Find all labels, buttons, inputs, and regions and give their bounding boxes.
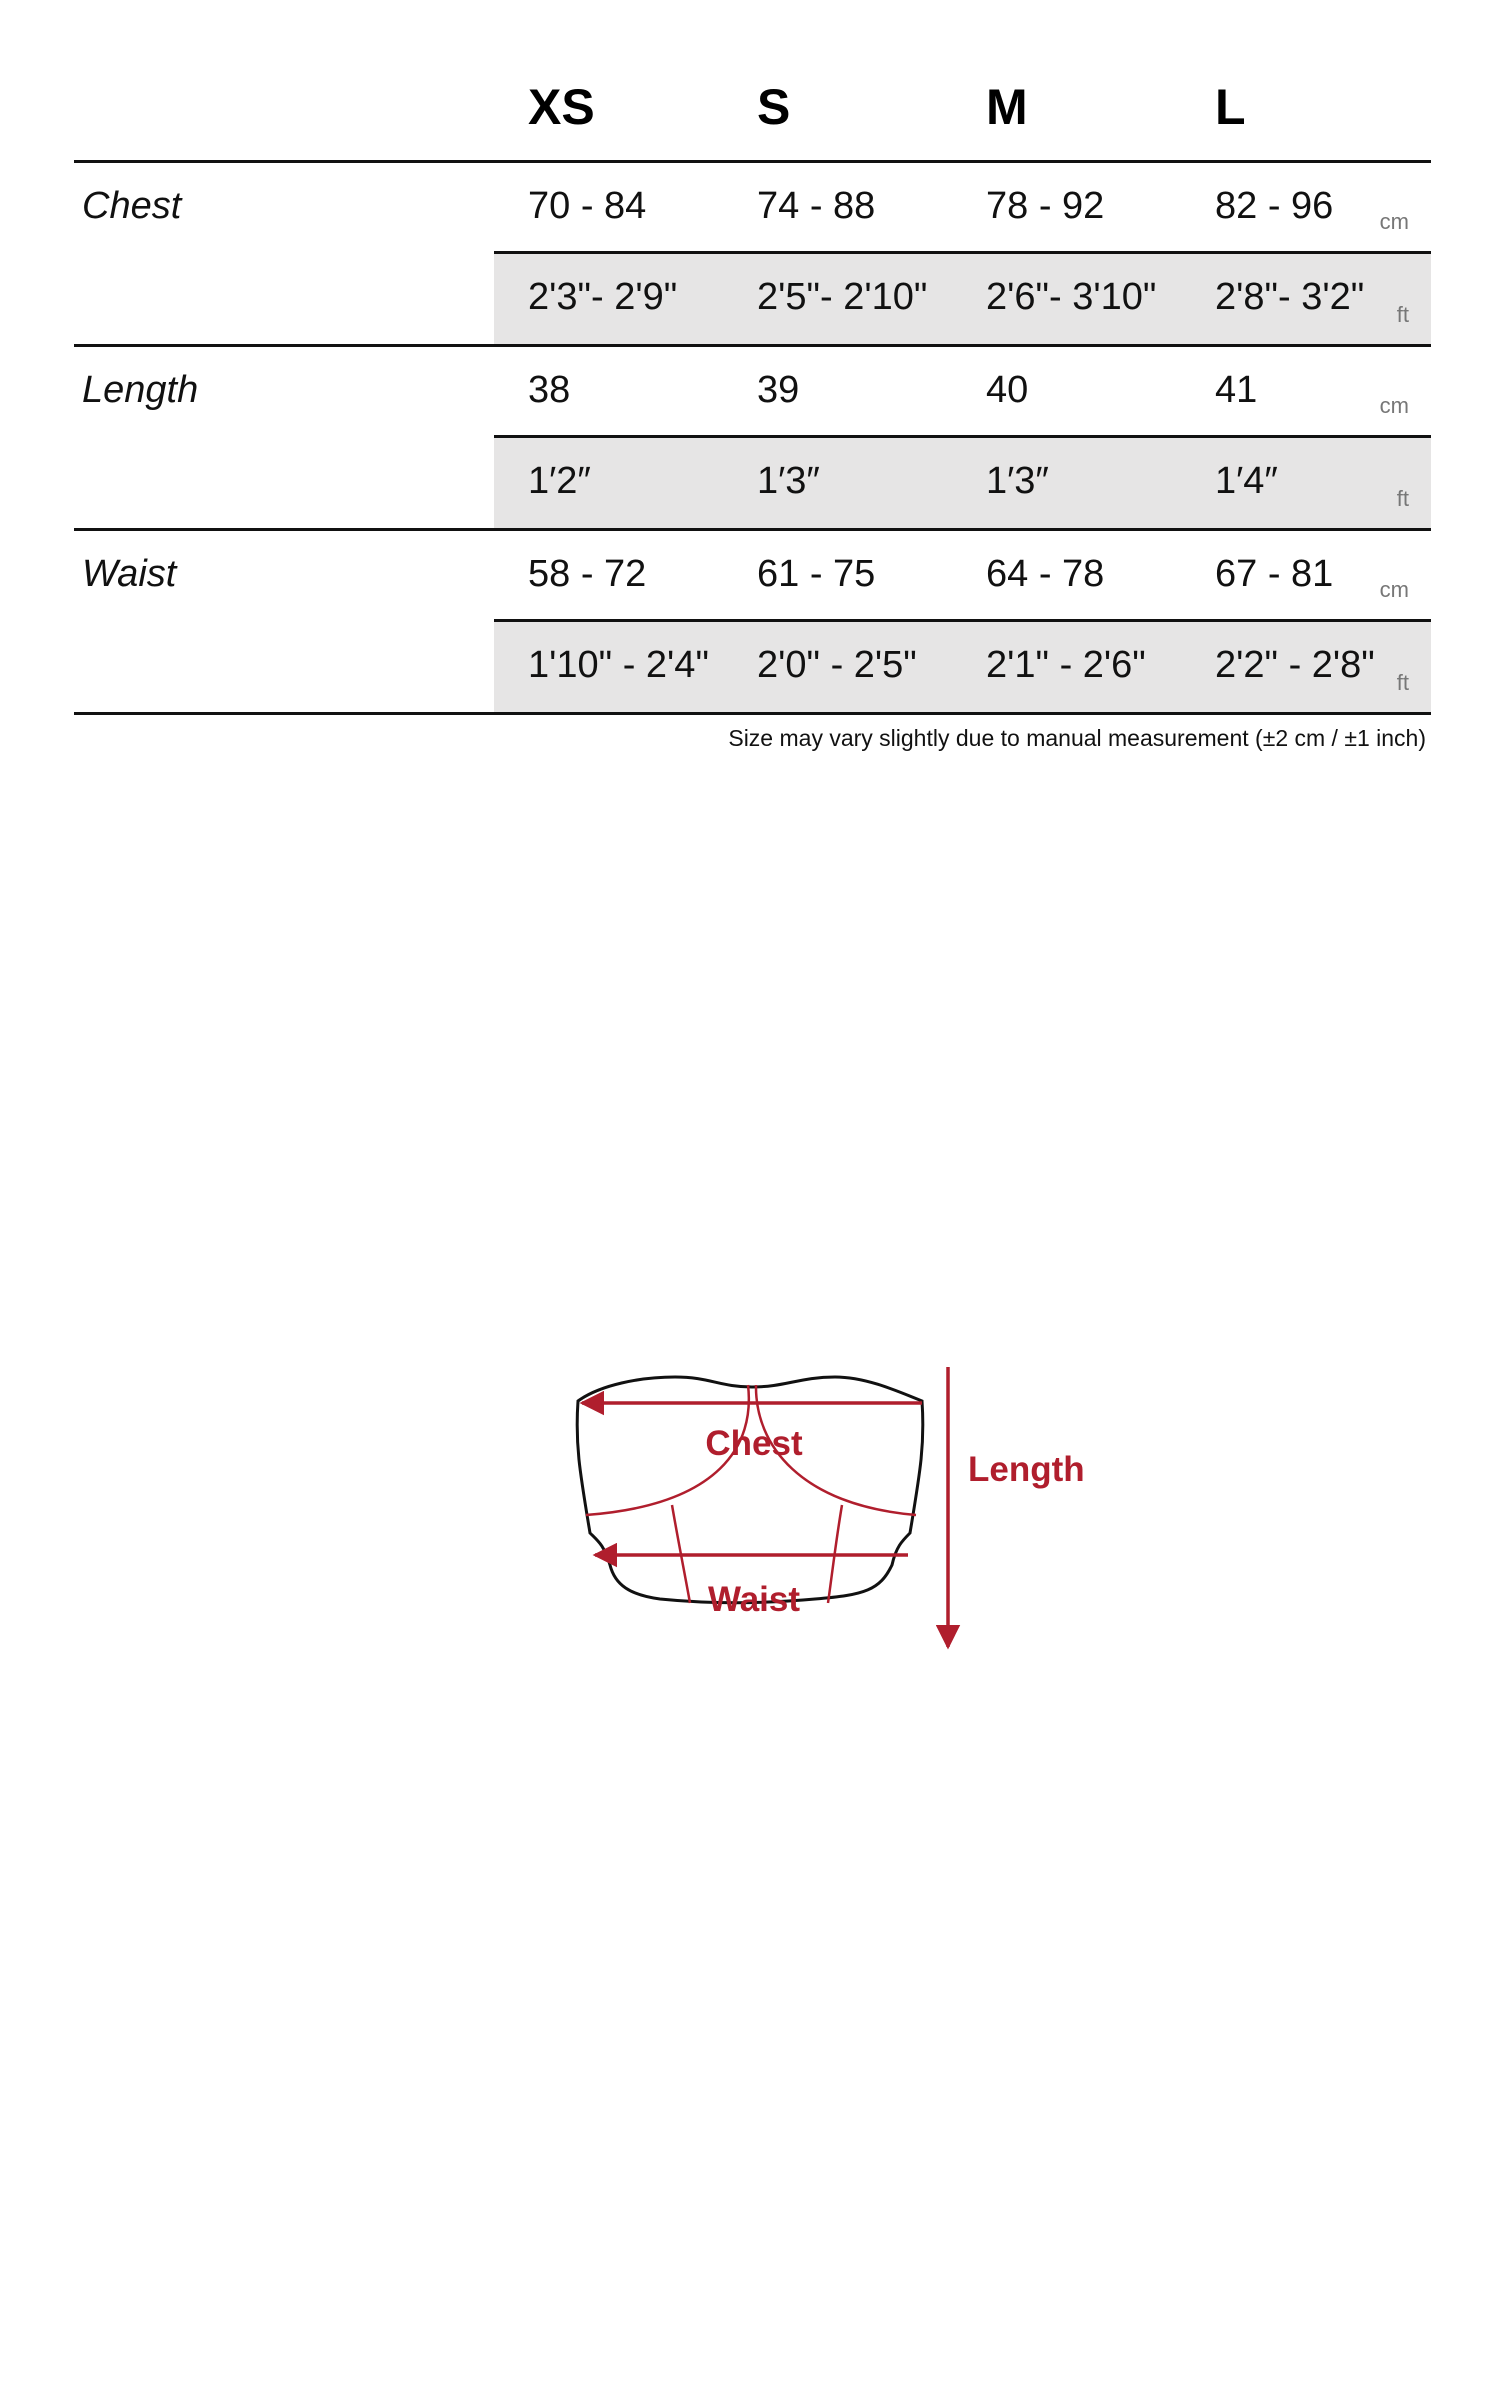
ft-unit-label: ft	[1396, 302, 1409, 327]
size-header-row	[74, 60, 1431, 163]
measurement-footnote: Size may vary slightly due to manual measurement (±2 cm / ±1 inch)	[728, 725, 1426, 751]
waist-ft-l: 2'2" - 2'8"	[1215, 644, 1375, 686]
cm-unit-label: cm	[1379, 393, 1409, 418]
chest-ft-l: 2'8"- 3'2"	[1215, 276, 1365, 318]
waist-ft-s: 2'0" - 2'5"	[757, 644, 917, 686]
length-diagram-label: Length	[968, 1450, 1085, 1489]
ft-unit-label: ft	[1396, 670, 1409, 695]
length-cm-m: 40	[986, 369, 1029, 411]
waist-cm-m: 64 - 78	[986, 553, 1105, 595]
waist-diagram-label: Waist	[707, 1580, 801, 1619]
waist-ft-m: 2'1" - 2'6"	[986, 644, 1146, 686]
chest-ft-xs: 2'3"- 2'9"	[528, 276, 678, 318]
length-ft-s: 1′3″	[757, 460, 820, 502]
waist-cm-row	[494, 531, 1431, 622]
length-cm-xs: 38	[528, 369, 571, 411]
waist-ft-row	[494, 622, 1431, 712]
waist-cm-l: 67 - 81	[1215, 553, 1334, 595]
length-label: Length	[82, 369, 199, 411]
chest-cm-s: 74 - 88	[757, 185, 876, 227]
garment-measurement-diagram	[560, 1355, 1100, 1665]
length-ft-xs: 1′2″	[528, 460, 591, 502]
waist-group	[74, 531, 1431, 715]
chest-cm-l: 82 - 96	[1215, 185, 1334, 227]
length-cm-row	[494, 347, 1431, 438]
chest-ft-s: 2'5"- 2'10"	[757, 276, 928, 318]
waist-cm-xs: 58 - 72	[528, 553, 647, 595]
chest-cm-m: 78 - 92	[986, 185, 1105, 227]
chest-ft-row	[494, 254, 1431, 344]
size-s-header: S	[757, 79, 791, 135]
waist-label: Waist	[82, 553, 177, 595]
size-m-header: M	[986, 79, 1028, 135]
chest-cm-row	[494, 163, 1431, 254]
length-ft-m: 1′3″	[986, 460, 1049, 502]
waist-ft-xs: 1'10" - 2'4"	[528, 644, 709, 686]
length-ft-l: 1′4″	[1215, 460, 1278, 502]
bustier-outline	[577, 1377, 923, 1603]
length-cm-s: 39	[757, 369, 800, 411]
chest-label: Chest	[82, 185, 182, 227]
waist-cm-s: 61 - 75	[757, 553, 876, 595]
size-xs-header: XS	[528, 79, 595, 135]
size-chart-table	[74, 60, 1431, 715]
chest-cm-xs: 70 - 84	[528, 185, 647, 227]
length-cm-l: 41	[1215, 369, 1258, 411]
cm-unit-label: cm	[1379, 577, 1409, 602]
length-group	[74, 347, 1431, 531]
length-ft-row	[494, 438, 1431, 528]
ft-unit-label: ft	[1396, 486, 1409, 511]
chest-ft-m: 2'6"- 3'10"	[986, 276, 1157, 318]
cm-unit-label: cm	[1379, 209, 1409, 234]
chest-diagram-label: Chest	[705, 1424, 803, 1463]
size-l-header: L	[1215, 79, 1246, 135]
chest-group	[74, 163, 1431, 347]
